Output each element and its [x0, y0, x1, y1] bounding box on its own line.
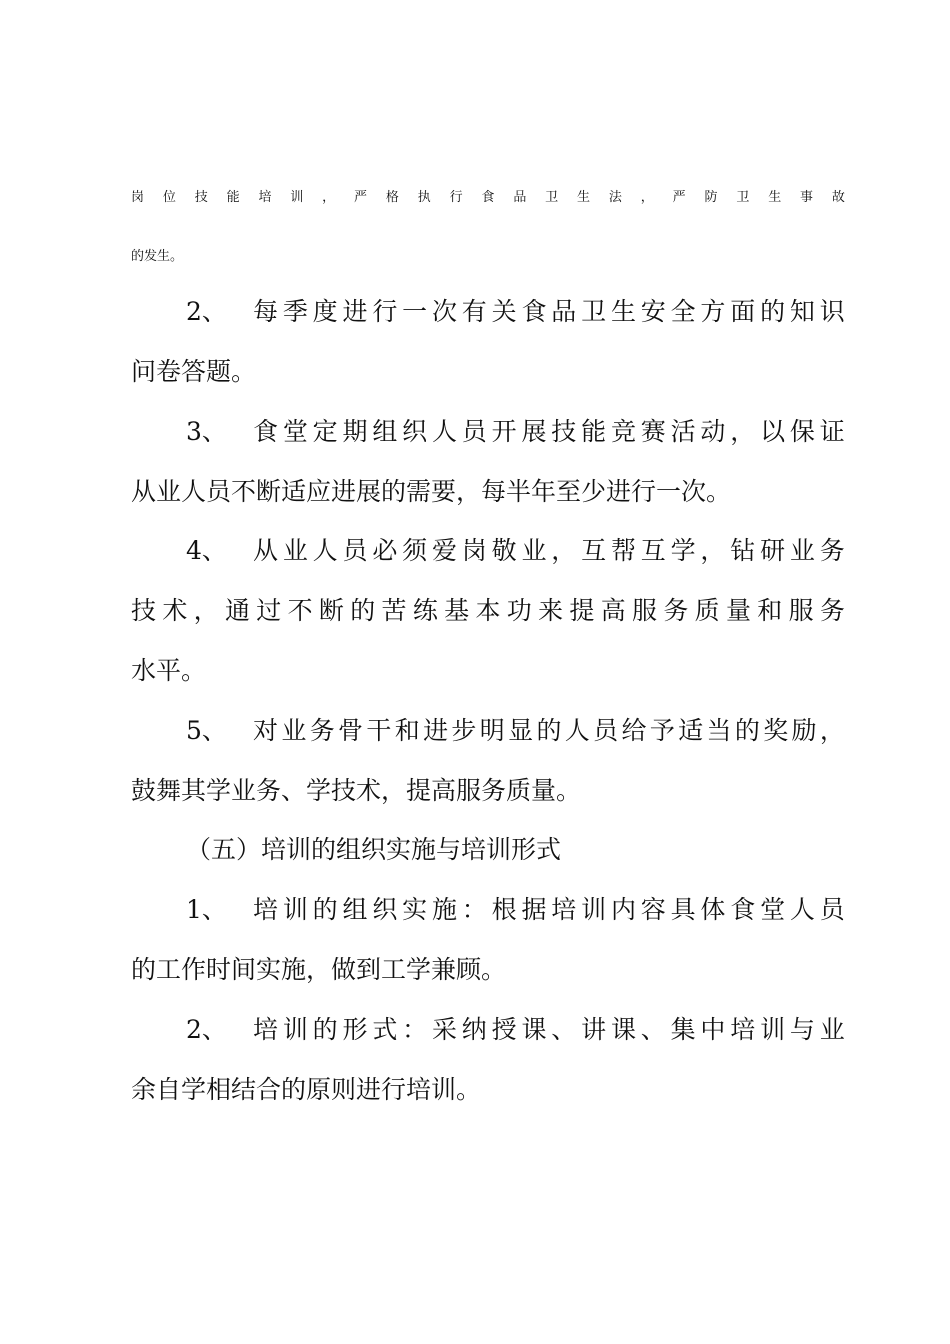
item-text-continuation: 的工作时间实施，做到工学兼顾。: [131, 955, 507, 984]
item-text-continuation: 技 术 ， 通 过 不 断 的 苦 练 基 本 功 来 提 高 服 务 质 量 和 服 务: [131, 596, 845, 625]
intro-line-1: 岗 位 技 能 培 训 ， 严 格 执 行 食 品 卫 生 法 ， 严 防 卫 生 事 故: [131, 190, 845, 205]
item-number: 1、: [186, 895, 227, 924]
item-number: 4、: [186, 536, 227, 565]
item-text-continuation: 问卷答题。: [131, 357, 257, 386]
item-text-continuation: 从业人员不断适应进展的需要，每半年至少进行一次。: [131, 477, 732, 506]
item-text-line: 培 训 的 形 式 ： 采 纳 授 课 、 讲 课 、 集 中 培 训 与 业: [253, 1015, 845, 1044]
item-text-continuation: 水平。: [131, 656, 207, 685]
item-text-line: 培 训 的 组 织 实 施 ： 根 据 培 训 内 容 具 体 食 堂 人 员: [253, 895, 845, 924]
item-text-continuation: 余自学相结合的原则进行培训。: [131, 1075, 482, 1104]
item-text-line: 每 季 度 进 行 一 次 有 关 食 品 卫 生 安 全 方 面 的 知 识: [253, 297, 845, 326]
item-text-line: 食 堂 定 期 组 织 人 员 开 展 技 能 竞 赛 活 动 ， 以 保 证: [253, 417, 845, 446]
item-text-line: 对 业 务 骨 干 和 进 步 明 显 的 人 员 给 予 适 当 的 奖 励 ，: [253, 716, 845, 745]
item-number: 3、: [186, 417, 227, 446]
section-heading: （五）培训的组织实施与培训形式: [186, 835, 562, 864]
item-number: 2、: [186, 297, 227, 326]
intro-line-2: 的发生。: [131, 249, 184, 264]
item-text-line: 从 业 人 员 必 须 爱 岗 敬 业 ， 互 帮 互 学 ， 钻 研 业 务: [253, 536, 845, 565]
item-number: 2、: [186, 1015, 227, 1044]
item-text-continuation: 鼓舞其学业务、学技术，提高服务质量。: [131, 776, 582, 805]
item-number: 5、: [186, 716, 227, 745]
